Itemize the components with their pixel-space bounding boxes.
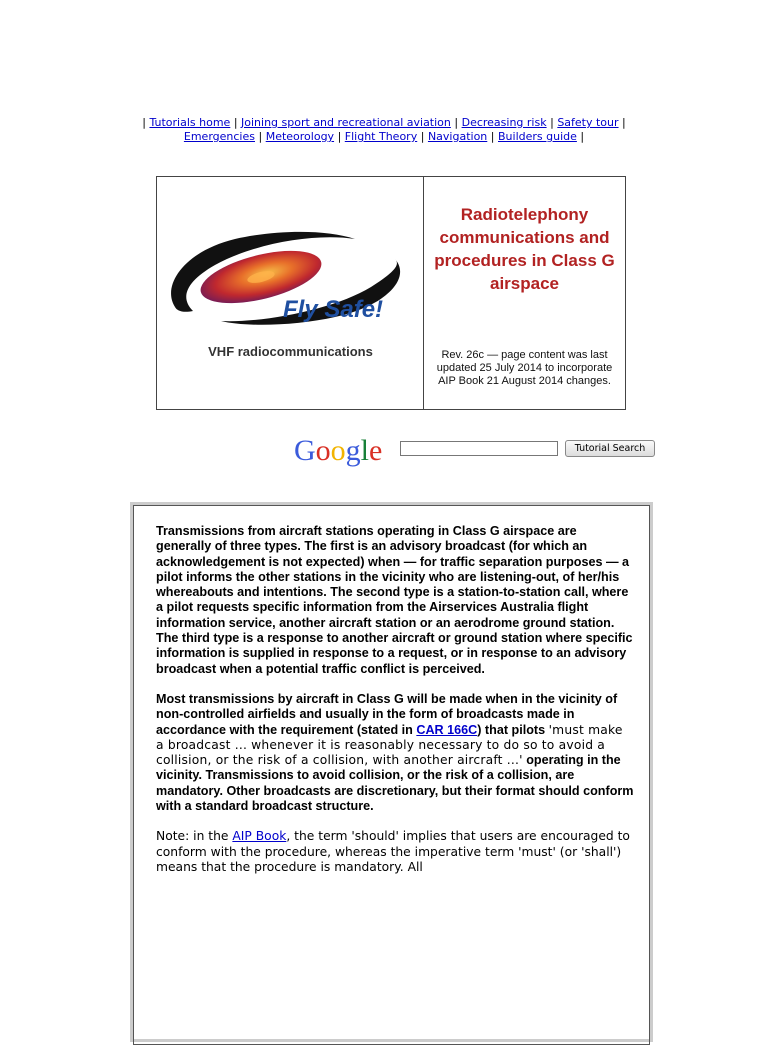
header-logo-cell — [157, 177, 424, 409]
nav-link-joining-sport-aviation[interactable]: Joining sport and recreational aviation — [241, 116, 451, 129]
top-navigation: | Tutorials home | Joining sport and recreational aviation | Decreasing risk | Safety tour | Emergencies | Meteorology | Flight Theory | Navigation | Builders guide | — [142, 116, 626, 143]
nav-link-meteorology[interactable]: Meteorology — [265, 130, 335, 143]
nav-link-tutorials-home[interactable]: Tutorials home — [149, 116, 231, 129]
page-header-table — [156, 176, 626, 410]
google-logo — [292, 430, 396, 470]
article-content — [156, 524, 634, 890]
svg-text:Google: Google — [294, 434, 383, 467]
paragraph-aip-note: Note: in the AIP Book, the term 'should' implies that users are encouraged to conform with the procedure, whereas the imperative term 'must' (or 'shall') means that the procedure is mandatory. All — [156, 829, 630, 874]
search-input[interactable] — [400, 441, 558, 456]
nav-link-safety-tour[interactable]: Safety tour — [557, 116, 619, 129]
logo-text: Fly Safe! — [283, 296, 384, 323]
nav-link-flight-theory[interactable]: Flight Theory — [344, 130, 418, 143]
revision-note: Rev. 26c — page content was last updated 25 July 2014 to incorporate AIP Book 21 August 2014 changes. — [436, 349, 613, 387]
nav-link-decreasing-risk[interactable]: Decreasing risk — [461, 116, 547, 129]
car-166c-link[interactable]: CAR 166C — [416, 722, 478, 737]
nav-link-navigation[interactable]: Navigation — [427, 130, 488, 143]
paragraph-transmission-types: Transmissions from aircraft stations operating in Class G airspace are generally of three types. The first is an advisory broadcast (for which an acknowledgement is not expected) when — for traffic separation purposes — a pilot informs the other stations in the vicinity who are listening-out, of her/his whereabouts and intentions. The second type is a station-to-station call, where a pilot requests specific information from the Airservices Australia flight information service, another aircraft station or an aerodrome ground station. The third type is a response to another aircraft or ground station where specific information is supplied in response to a request, or in response to an advisory broadcast when a potential traffic conflict is perceived. — [156, 524, 633, 676]
paragraph-class-g-broadcasts: Most transmissions by aircraft in Class G will be made when in the vicinity of non-controlled airfields and usually in the form of broadcasts made in accordance with the requirement (stated in CAR 166C) that pilots 'must make a broadcast ... whenever it is reasonably necessary to do so to avoid a collision, or the risk of a collision, with another aircraft ...' operating in the vicinity. Transmissions to avoid collision, or the risk of a collision, are mandatory. Other broadcasts are discretionary, but their format should conform with a standard broadcast structure. — [156, 691, 634, 814]
nav-link-emergencies[interactable]: Emergencies — [183, 130, 255, 143]
tutorial-search-button[interactable]: Tutorial Search — [565, 440, 655, 457]
header-title-cell — [424, 177, 625, 409]
logo-subtitle: VHF radiocommunications — [208, 344, 373, 359]
page-title: Radiotelephony communications and procedures in Class G airspace — [434, 205, 615, 293]
nav-link-builders-guide[interactable]: Builders guide — [498, 130, 577, 143]
aip-book-link[interactable]: AIP Book — [232, 829, 287, 844]
car-quote: 'must make a broadcast ... whenever it is reasonably necessary to do so to avoid a collision, or the risk of a collision, with another aircraft ...' — [156, 722, 623, 768]
fly-safe-logo — [165, 225, 415, 333]
